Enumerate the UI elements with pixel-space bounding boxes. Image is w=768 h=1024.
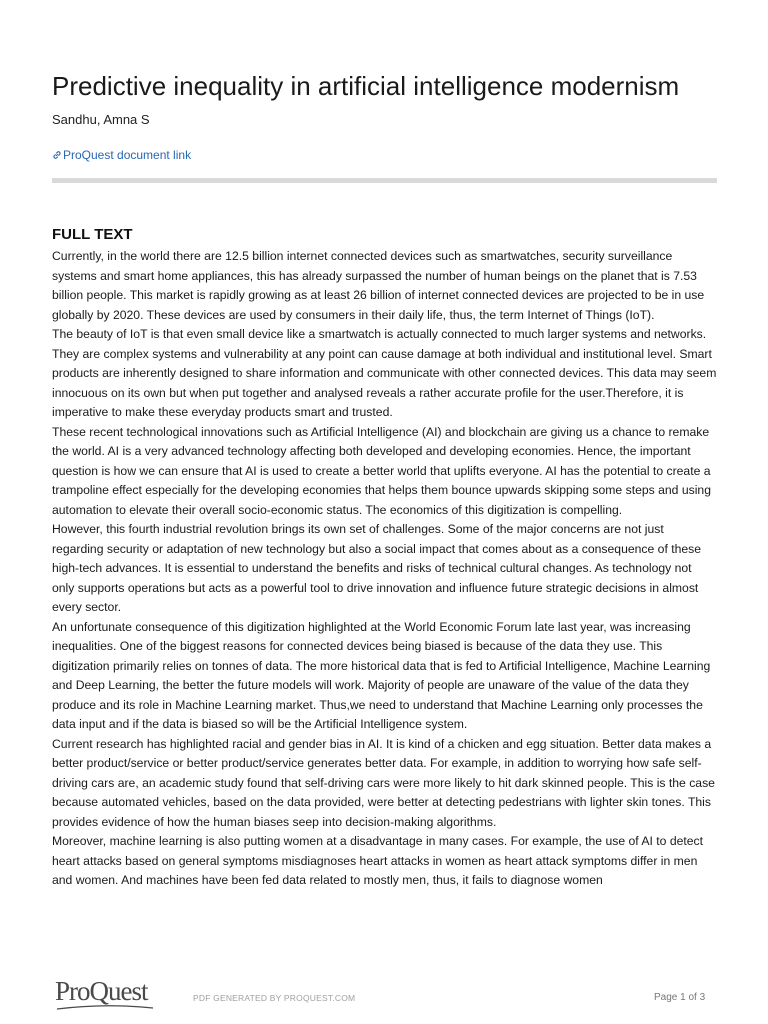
page-number: Page 1 of 3 bbox=[654, 992, 706, 1003]
pdf-generated-label: PDF GENERATED BY PROQUEST.COM bbox=[193, 993, 356, 1003]
paragraph: Currently, in the world there are 12.5 billion internet connected devices such as smartwatches, security surveillance systems and smart home appliances, this has already surpassed the number of human beings on the planet that is 7.53 billion people. This market is rapidly growing as at least 26 billion of internet connected devices are projected to be in use globally by 2020. These devices are used by consumers in their daily life, thus, the term Internet of Things (IoT). bbox=[52, 249, 705, 322]
header-divider bbox=[52, 178, 717, 183]
section-heading-full-text: FULL TEXT bbox=[52, 226, 133, 243]
paragraph: An unfortunate consequence of this digitization highlighted at the World Economic Forum late last year, was increasing inequalities. One of the biggest reasons for connected devices being biased is because of the data they use. This digitization primarily relies on tonnes of data. The more historical data that is fed to Artificial Intelligence, Machine Learning and Deep Learning, the better the future models will work. Majority of people are unaware of the value of the data they produce and its role in Machine Learning market. Thus,we need to understand that Machine Learning only processes the data input and if the data is biased so will be the Artificial Intelligence system. bbox=[52, 619, 711, 731]
document-title: Predictive inequality in artificial intelligence modernism bbox=[52, 71, 680, 101]
full-text-body bbox=[52, 247, 717, 891]
paragraph: The beauty of IoT is that even small device like a smartwatch is actually connected to much larger systems and networks. They are complex systems and vulnerability at any point can cause damage at both individual and institutional level. Smart products are inherently designed to share information and communicate with other connected devices. This data may seem innocuous on its own but when put together and analysed reveals a rather accurate profile for the user.Therefore, it is imperative to make these everyday products smart and trusted. bbox=[52, 327, 717, 419]
paragraph: Moreover, machine learning is also putting women at a disadvantage in many cases. For example, the use of AI to detect heart attacks based on general symptoms misdiagnoses heart attacks in women as heart attack symptoms differ in men and women. And machines have been fed data related to mostly men, thus, it fails to diagnose women bbox=[52, 834, 704, 887]
proquest-document-link[interactable] bbox=[52, 148, 717, 162]
link-icon bbox=[52, 150, 62, 160]
paragraph: These recent technological innovations such as Artificial Intelligence (AI) and blockchain are giving us a chance to remake the world. AI is a very advanced technology affecting both developed and developing economies. Hence, the important question is how we can ensure that AI is used to create a better world that uplifts everyone. AI has the potential to create a trampoline effect especially for the developing economies that helps them bounce upwards skipping some steps and using automation to elevate their overall socio-economic status. The economics of this digitization is compelling. bbox=[52, 424, 711, 517]
paragraph: Current research has highlighted racial and gender bias in AI. It is kind of a chicken and egg situation. Better data makes a better product/service or better product/service generates better data. For example, in addition to worrying how safe self-driving cars are, an academic study found that self-driving cars were more likely to hit dark skinned people. This is the case because automated vehicles, based on the data provided, were better at detecting pedestrians with lighter skin tones. This provides evidence of how the human biases seep into decision-making algorithms. bbox=[52, 736, 715, 829]
page-footer bbox=[0, 976, 768, 1024]
link-label: ProQuest document link bbox=[63, 148, 192, 162]
paragraph: However, this fourth industrial revolution brings its own set of challenges. Some of the major concerns are not just regarding security or adaptation of new technology but also a social impact that comes about as a consequence of these high-tech advances. It is essential to understand the benefits and risks of technical cultural changes. As technology not only supports operations but acts as a powerful tool to drive innovation and influence future strategic decisions in almost every sector. bbox=[52, 522, 702, 614]
proquest-logo: ProQuest bbox=[55, 976, 148, 1006]
author-name: Sandhu, Amna S bbox=[52, 112, 150, 127]
logo-swoosh-icon bbox=[55, 1004, 155, 1012]
document-page bbox=[52, 72, 717, 891]
